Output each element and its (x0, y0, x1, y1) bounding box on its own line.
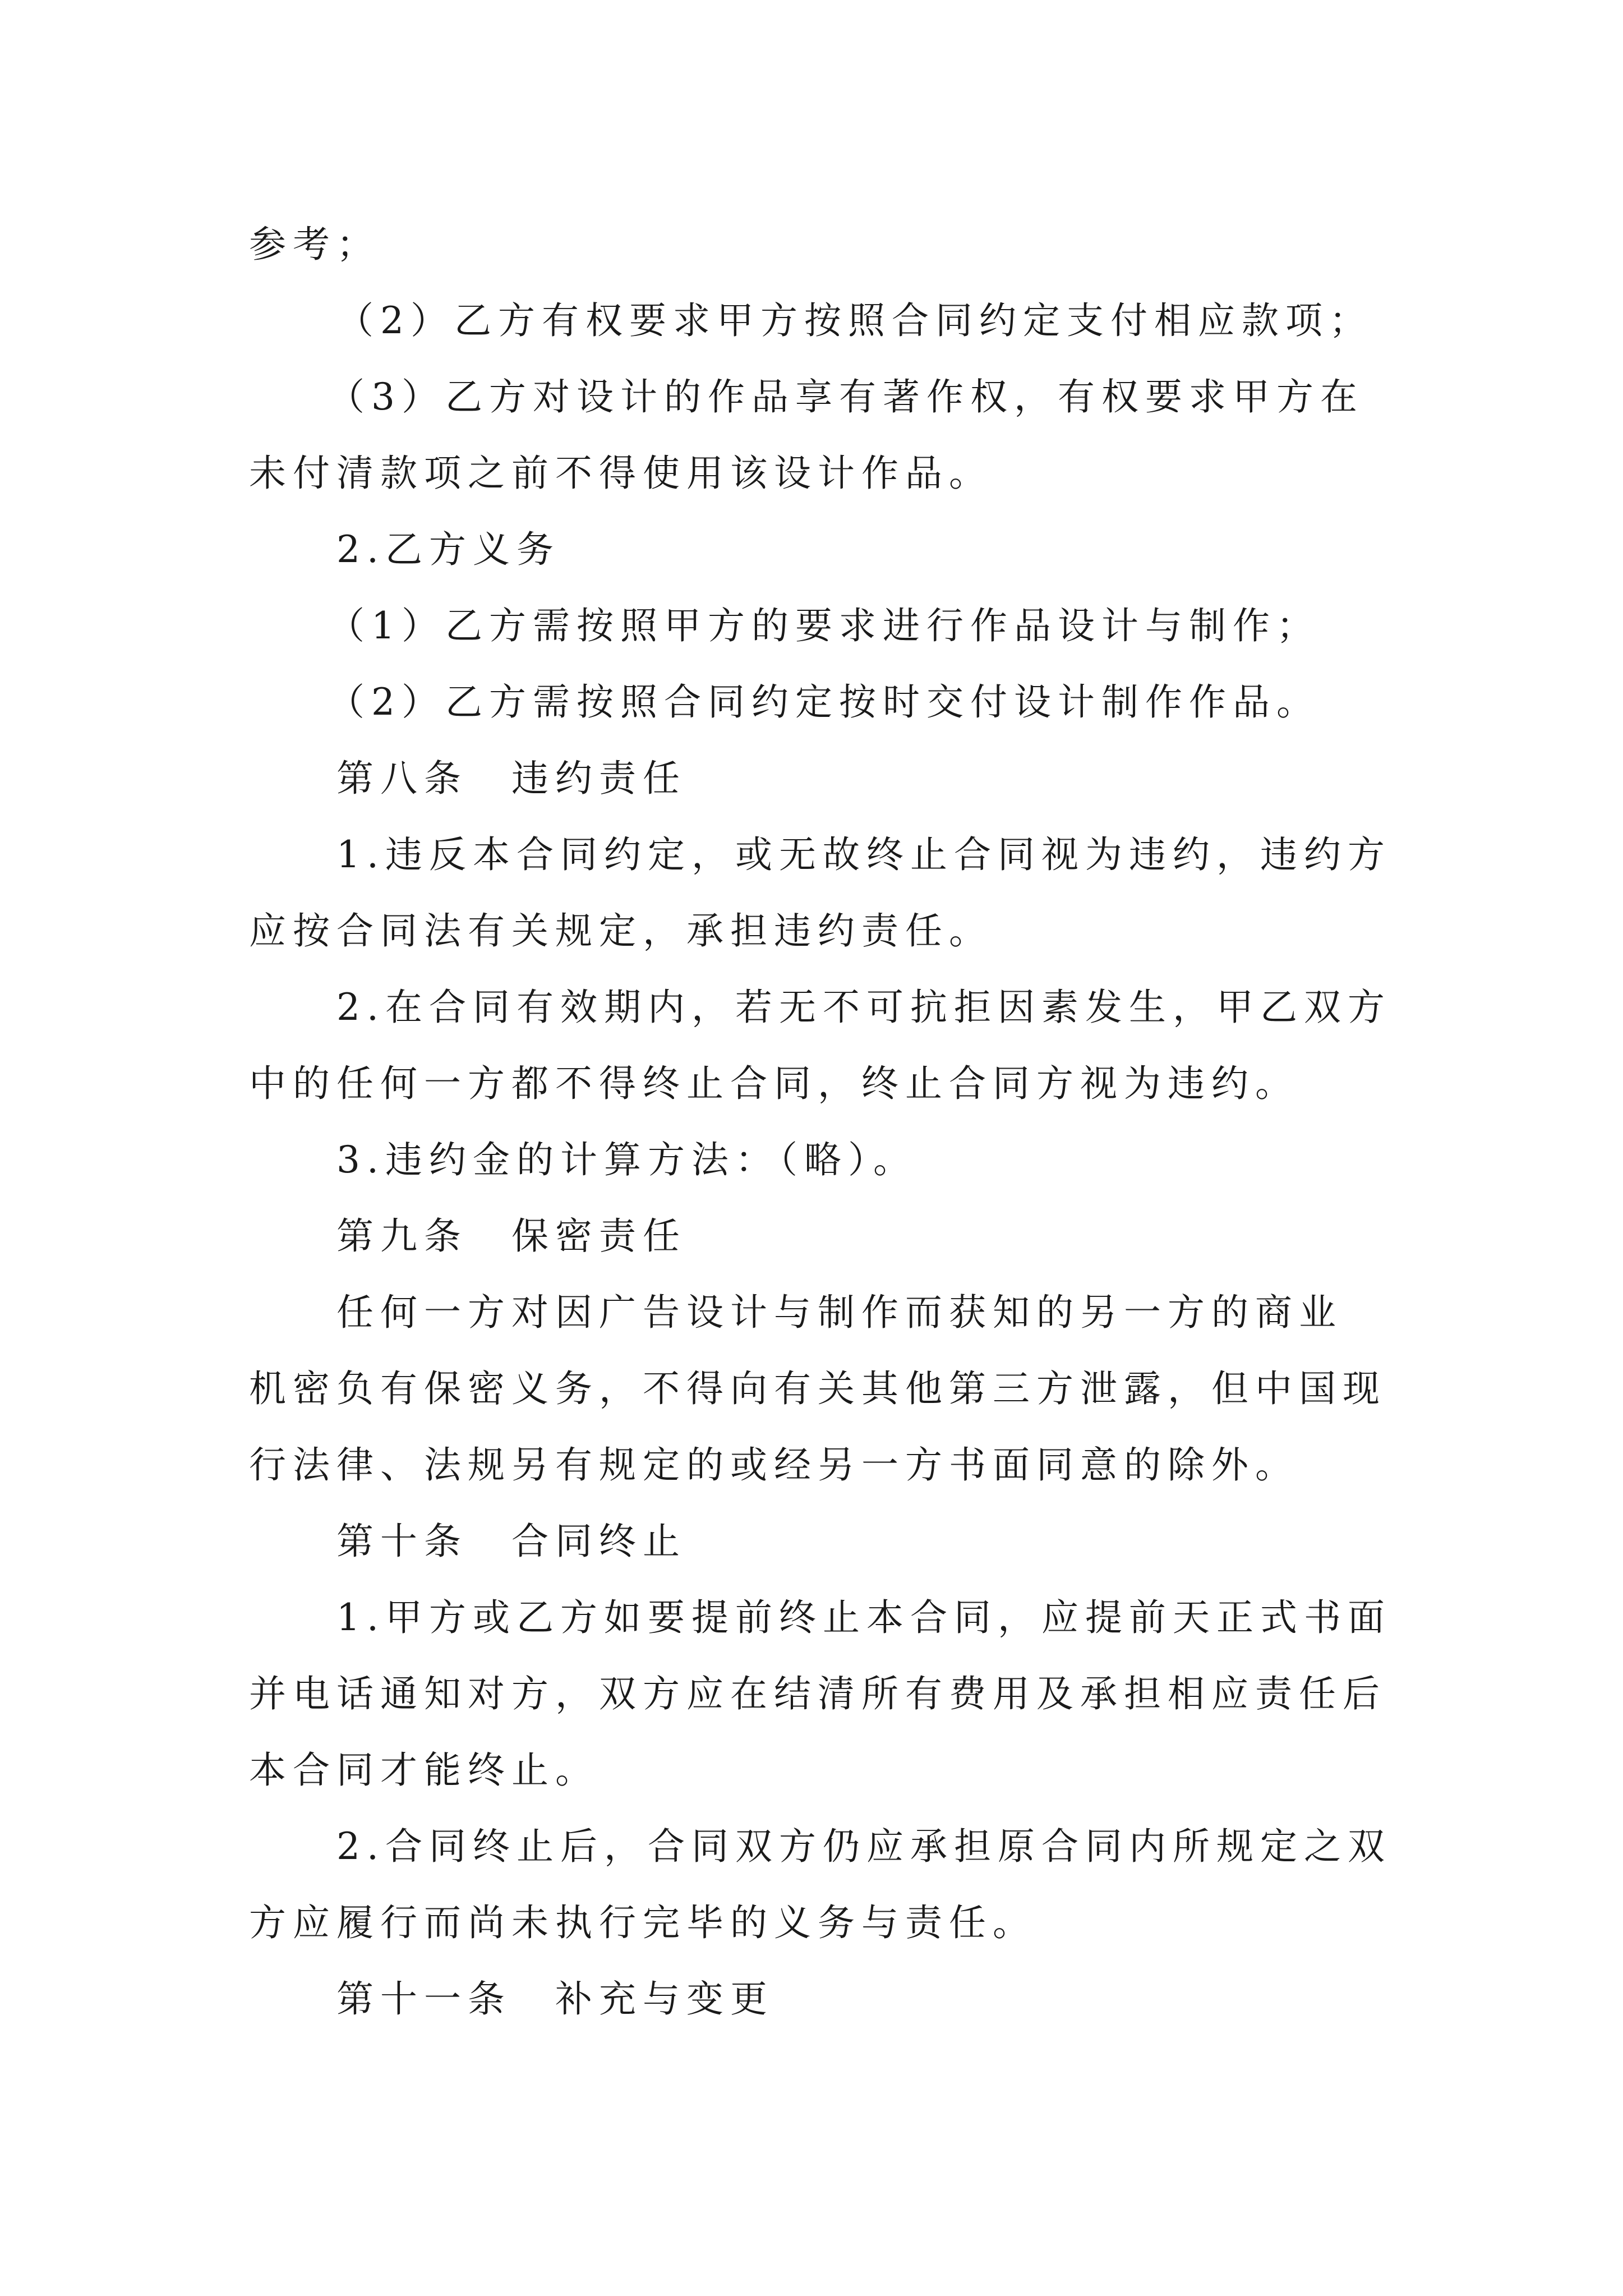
text-line: 2.在合同有效期内，若无不可抗拒因素发生，甲乙双方 (336, 986, 1391, 1029)
text-line: 应按合同法有关规定，承担违约责任。 (249, 909, 993, 953)
text-line: 1.违反本合同约定，或无故终止合同视为违约，违约方 (336, 833, 1391, 876)
article-heading: 第九条 保密责任 (336, 1214, 686, 1258)
text-line: 参考； (249, 223, 380, 266)
text-line: 任何一方对因广告设计与制作而获知的另一方的商业 (336, 1291, 1343, 1334)
text-line: 机密负有保密义务，不得向有关其他第三方泄露，但中国现 (249, 1367, 1386, 1410)
text-line: 本合同才能终止。 (249, 1749, 599, 1792)
text-line: 并电话通知对方，双方应在结清所有费用及承担相应责任后 (249, 1672, 1386, 1715)
text-line: 行法律、法规另有规定的或经另一方书面同意的除外。 (249, 1443, 1299, 1487)
article-heading: 第十条 合同终止 (336, 1520, 686, 1563)
text-line: 2.合同终止后，合同双方仍应承担原合同内所规定之双 (336, 1825, 1391, 1868)
article-heading: 第八条 违约责任 (336, 757, 686, 800)
text-line: 中的任何一方都不得终止合同，终止合同方视为违约。 (249, 1062, 1299, 1105)
text-line: （2）乙方有权要求甲方按照合同约定支付相应款项； (336, 299, 1373, 342)
article-heading: 第十一条 补充与变更 (336, 1977, 774, 2021)
text-line: 方应履行而尚未执行完毕的义务与责任。 (249, 1901, 1036, 1944)
text-line: （2）乙方需按照合同约定按时交付设计制作作品。 (328, 680, 1320, 724)
text-line: （1）乙方需按照甲方的要求进行作品设计与制作； (328, 604, 1320, 647)
text-line: 3.违约金的计算方法：（略）。 (336, 1138, 917, 1181)
section-heading: 2.乙方义务 (336, 528, 560, 571)
text-line: （3）乙方对设计的作品享有著作权，有权要求甲方在 (328, 375, 1364, 418)
document-body (249, 206, 1391, 2037)
text-line: 1.甲方或乙方如要提前终止本合同，应提前天正式书面 (336, 1596, 1391, 1639)
text-line: 未付清款项之前不得使用该设计作品。 (249, 452, 993, 495)
